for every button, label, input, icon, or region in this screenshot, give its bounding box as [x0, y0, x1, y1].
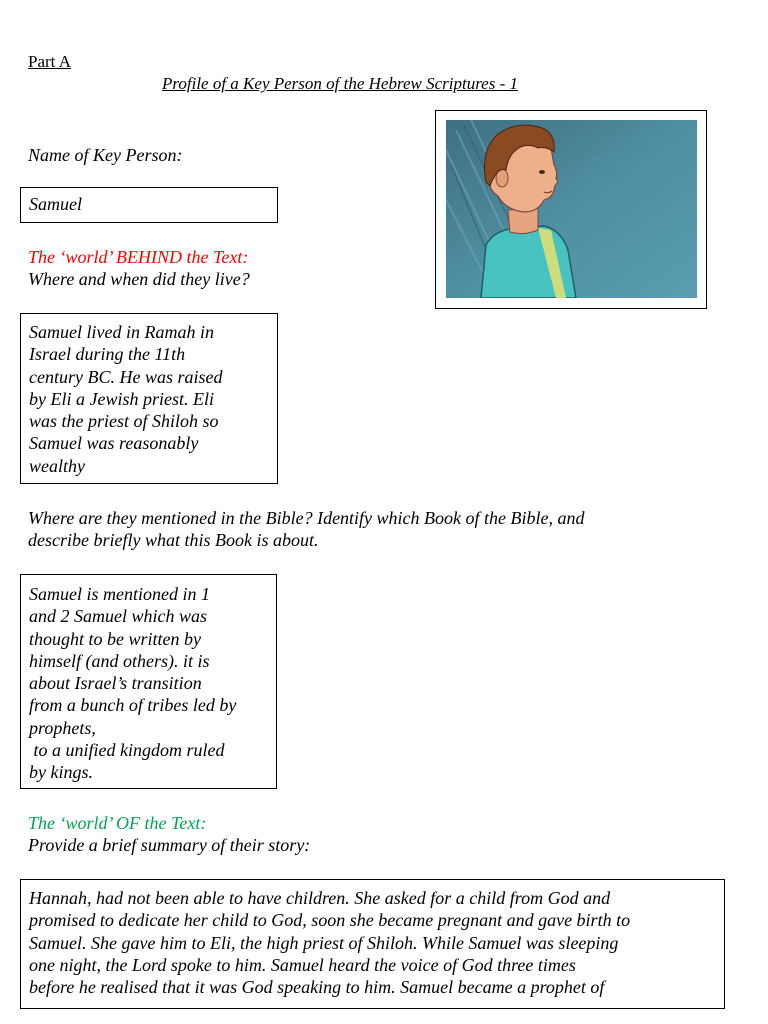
behind-text-heading: The ‘world’ BEHIND the Text: — [28, 247, 249, 267]
boy-illustration — [446, 120, 697, 298]
name-answer: Samuel — [29, 194, 82, 214]
answer-line: Samuel is mentioned in 1 — [29, 584, 210, 604]
answer-line: by kings. — [29, 762, 93, 783]
of-text-question: Provide a brief summary of their story: — [28, 835, 311, 855]
answer-line: to a unified kingdom ruled — [29, 740, 225, 761]
answer-line: prophets, — [29, 717, 96, 738]
name-prompt: Name of Key Person: — [28, 145, 183, 165]
answer-line: promised to dedicate her child to God, soon she became pregnant and gave birth to — [29, 910, 631, 931]
answer-line: from a bunch of tribes led by — [29, 695, 237, 716]
answer-line: by Eli a Jewish priest. Eli — [29, 388, 214, 409]
answer-line: Samuel was reasonably — [29, 433, 199, 454]
answer-line: himself (and others). it is — [29, 650, 210, 671]
name-answer-box — [20, 187, 278, 223]
of-text-heading: The ‘world’ OF the Text: — [28, 813, 207, 833]
behind-text-section — [28, 246, 250, 290]
part-label: Part A — [28, 52, 71, 71]
of-text-section — [28, 812, 310, 856]
answer-line: about Israel’s transition — [29, 673, 202, 694]
illustration-frame — [435, 110, 707, 309]
answer-line: century BC. He was raised — [29, 366, 223, 387]
answer-line: before he realised that it was God speaking to him. Samuel became a prophet of — [29, 977, 605, 998]
answer-line: thought to be written by — [29, 628, 201, 649]
answer-line: was the priest of Shiloh so — [29, 411, 219, 432]
location-answer-box — [20, 313, 278, 484]
answer-line: Samuel. She gave him to Eli, the high priest of Shiloh. While Samuel was sleeping — [29, 932, 619, 953]
bible-question-line: describe briefly what this Book is about. — [28, 530, 319, 550]
page-title: Profile of a Key Person of the Hebrew Scriptures - 1 — [162, 74, 518, 93]
bible-question-line: Where are they mentioned in the Bible? Identify which Book of the Bible, and — [28, 508, 585, 528]
answer-line: and 2 Samuel which was — [29, 606, 207, 627]
answer-line: Hannah, had not been able to have children. She asked for a child from God and — [29, 888, 611, 908]
answer-line: Samuel lived in Ramah in — [29, 322, 214, 342]
bible-answer-box — [20, 574, 277, 789]
answer-line: one night, the Lord spoke to him. Samuel heard the voice of God three times — [29, 954, 576, 975]
answer-line: wealthy — [29, 455, 85, 476]
bible-question — [28, 507, 585, 551]
story-answer-box — [20, 879, 725, 1009]
behind-text-question: Where and when did they live? — [28, 269, 250, 289]
answer-line: Israel during the 11th — [29, 344, 186, 365]
